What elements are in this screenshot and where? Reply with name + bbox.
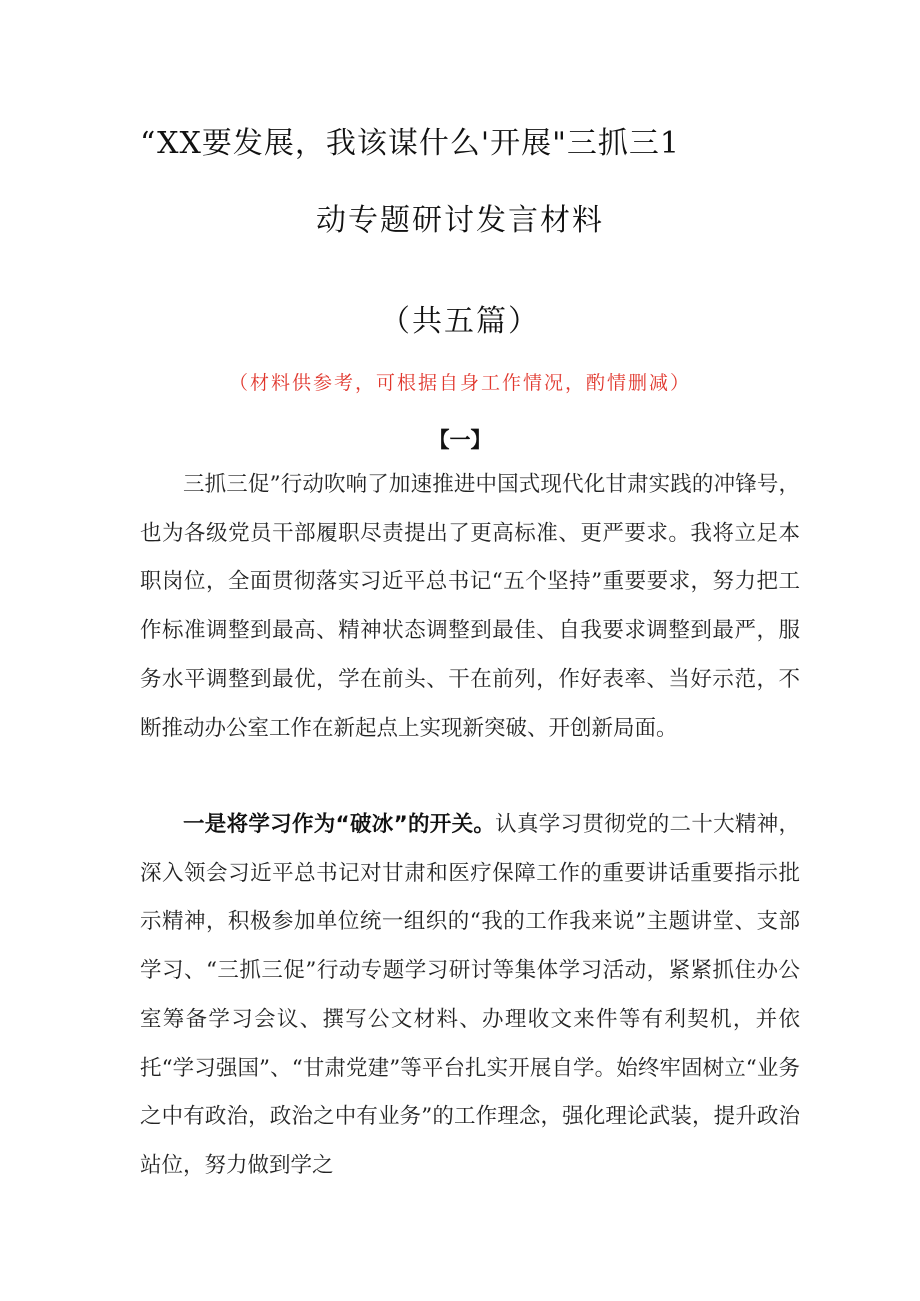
paragraph-2-text <box>140 801 800 1191</box>
reference-note: （材料供参考，可根据自身工作情况，酌情删减） <box>228 372 691 394</box>
paragraph-2-lead: 一是将学习作为“破冰”的开关。 <box>183 812 496 837</box>
paragraph-2 <box>140 801 800 1191</box>
paragraph-2-body: 认真学习贯彻党的二十大精神，深入领会习近平总书记对甘肃和医疗保障工作的重要讲话重要指示批示精神，积极参加单位统一组织的“我的工作我来说”主题讲堂、支部学习、“三抓三促”行动专题学习研讨等集体学习活动，紧紧抓住办公室筹备学习会议、撰写公文材料、办理收文来件等有利契机，并依托“学习强国”、“甘肃党建”等平台扎实开展自学。始终牢固树立“业务之中有政治，政治之中有业务”的工作理念，强化理论武装，提升政治站位，努力做到学之 <box>140 812 800 1178</box>
document-title-line-2: 动专题研讨发言材料 <box>316 203 604 238</box>
document-count-label: （共五篇） <box>380 304 540 339</box>
document-title-line-1: “XX要发展，我该谋什么'开展"三抓三1 <box>140 126 681 161</box>
section-marker-one: 【一】 <box>428 428 492 452</box>
paragraph-1-text: 三抓三促”行动吹响了加速推进中国式现代化甘肃实践的冲锋号，也为各级党员干部履职尽责提出了更高标准、更严要求。我将立足本职岗位，全面贯彻落实习近平总书记“五个坚持”重要要求，努力把工作标准调整到最高、精神状态调整到最佳、自我要求调整到最严，服务水平调整到最优，学在前头、干在前列，作好表率、当好示范，不断推动办公室工作在新起点上实现新突破、开创新局面。 <box>140 472 800 741</box>
paragraph-1 <box>140 461 800 753</box>
